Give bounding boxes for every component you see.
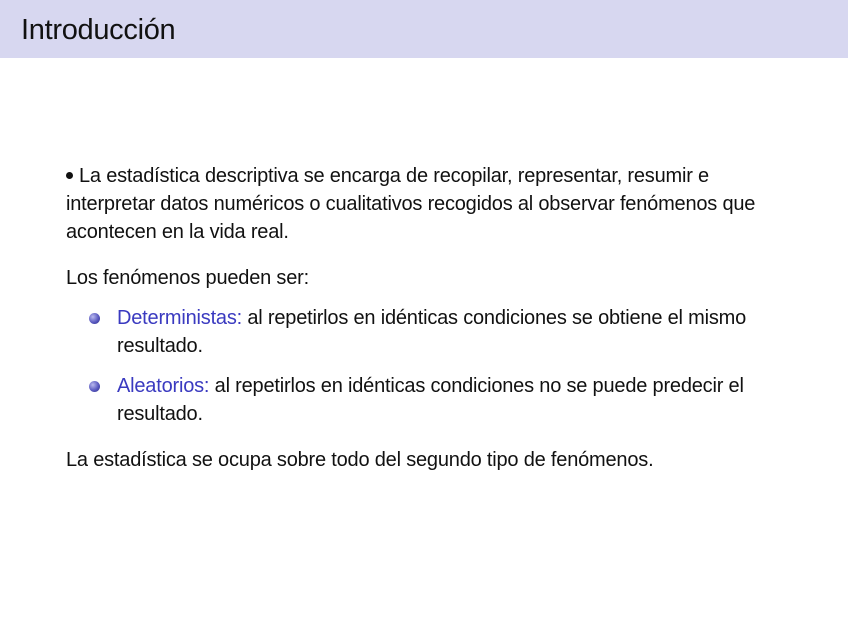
intro-paragraph xyxy=(66,162,786,246)
small-dot-icon xyxy=(66,172,73,179)
list-item-deterministic xyxy=(65,304,786,360)
term-deterministic: Deterministas: xyxy=(117,307,243,329)
title-bar xyxy=(0,0,848,58)
term-random: Aleatorios: xyxy=(117,375,210,397)
lead-text: Los fenómenos pueden ser: xyxy=(66,267,309,289)
item-text-deterministic: al repetirlos en idénticas condiciones se obtiene el mismo resultado. xyxy=(117,307,747,357)
slide-title: Introducción xyxy=(21,14,176,46)
item-text-random: al repetirlos en idénticas condiciones no se puede predecir el resultado. xyxy=(117,375,744,425)
blue-ball-icon xyxy=(89,381,100,392)
list-item-random xyxy=(65,372,786,428)
phenomena-list xyxy=(66,304,786,428)
slide-content xyxy=(66,162,786,474)
conclusion-paragraph: La estadística se ocupa sobre todo del segundo tipo de fenómenos. xyxy=(66,449,654,471)
blue-ball-icon xyxy=(89,313,100,324)
intro-paragraph-text: La estadística descriptiva se encarga de recopilar, representar, resumir e interpretar datos numéricos o cualitativos recogidos al observar fenómenos que acontecen en la vida real. xyxy=(66,165,756,243)
